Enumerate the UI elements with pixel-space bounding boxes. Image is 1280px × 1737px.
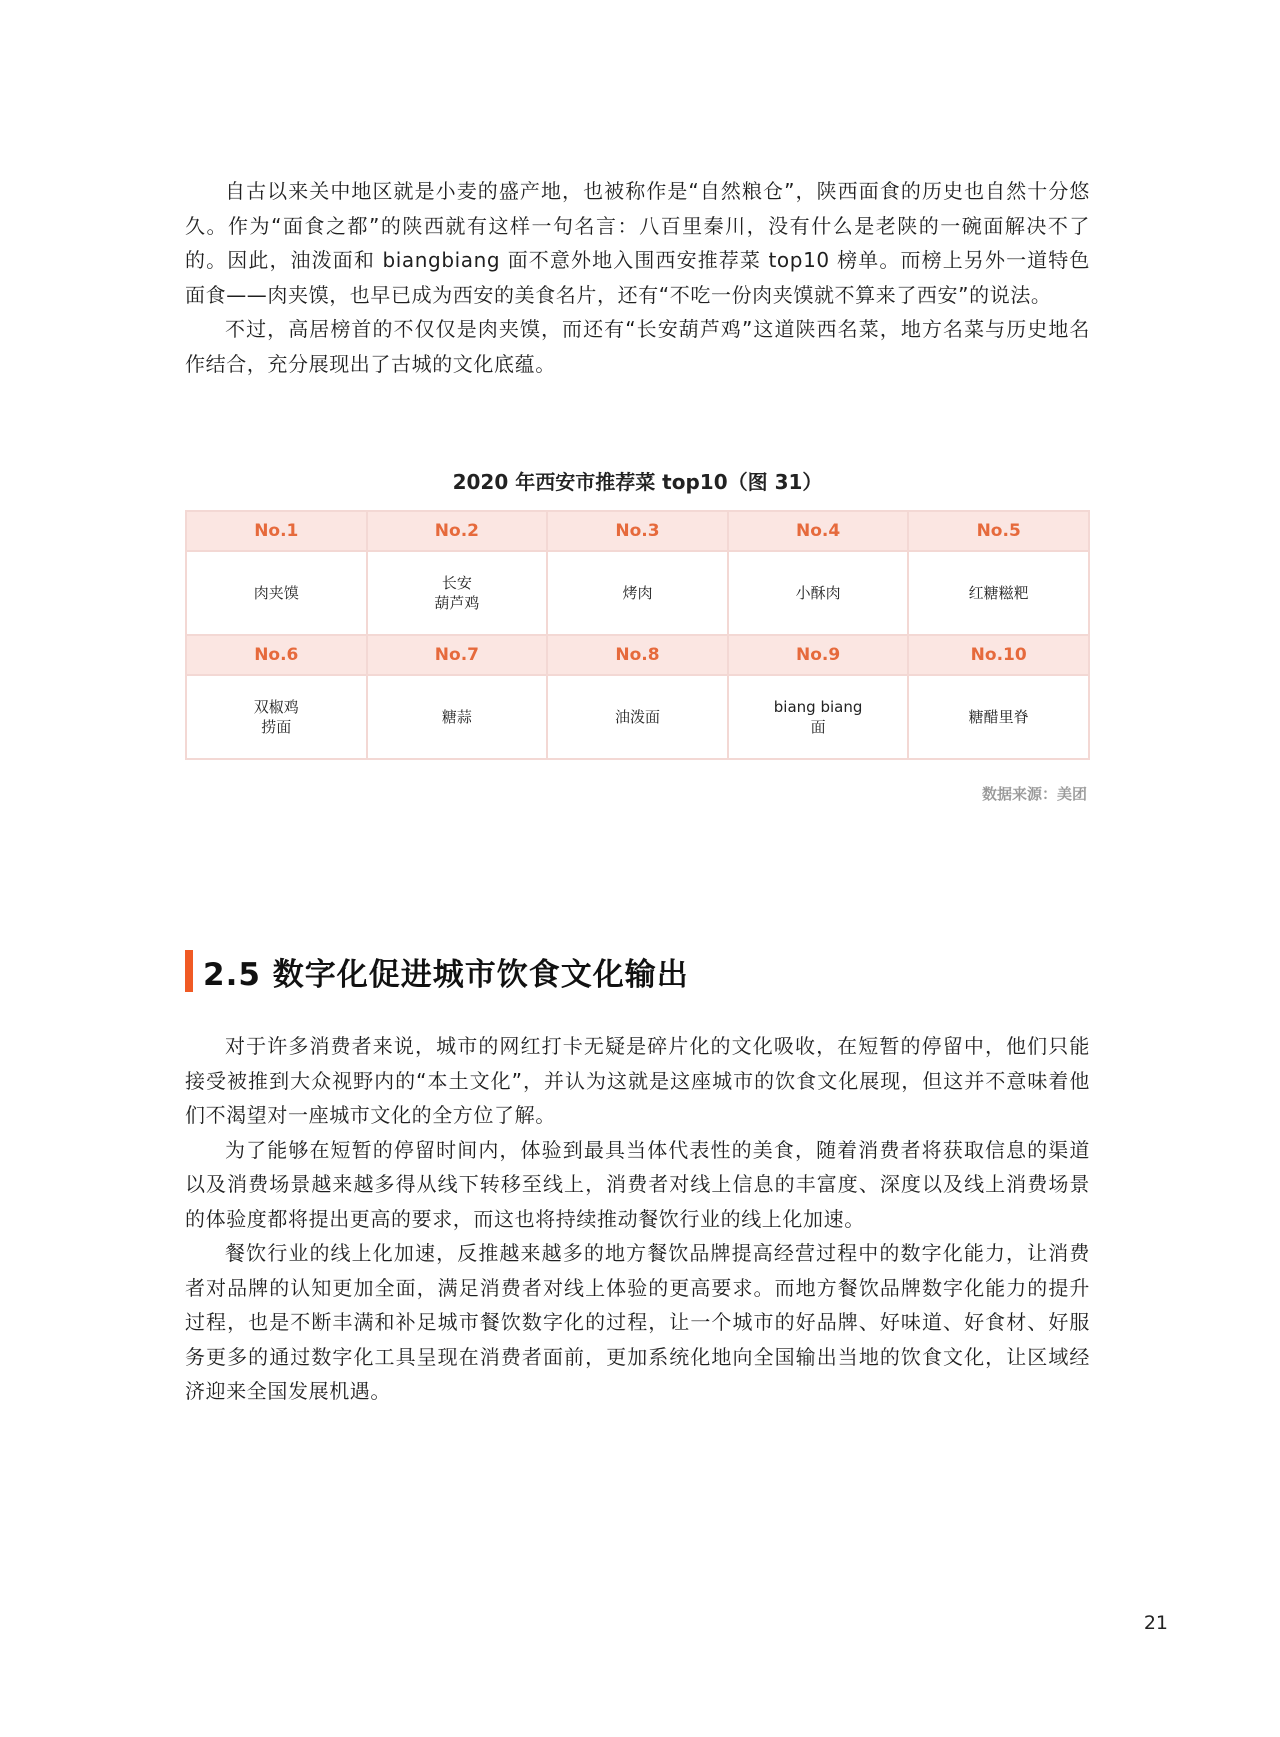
intro-text (185, 174, 1090, 381)
dish-cell: 长安 葫芦鸡 (367, 551, 548, 635)
heading-accent-bar (185, 950, 193, 992)
rank-header-row (186, 511, 1089, 551)
dish-row (186, 551, 1089, 635)
rank-cell: No.6 (186, 635, 367, 675)
rank-cell: No.2 (367, 511, 548, 551)
data-source-note: 数据来源：美团 (981, 785, 1087, 803)
dish-cell: 烤肉 (547, 551, 728, 635)
table-title: 2020 年西安市推荐菜 top10（图 31） (452, 470, 823, 494)
section-paragraph-1: 对于许多消费者来说，城市的网红打卡无疑是碎片化的文化吸收，在短暂的停留中，他们只能接受被推到大众视野内的“本土文化”，并认为这就是这座城市的饮食文化展现，但这并不意味着他们不渴望对一座城市文化的全方位了解。 (185, 1034, 1090, 1127)
section-heading (185, 950, 689, 992)
dish-cell: 小酥肉 (728, 551, 909, 635)
section-body-text (185, 1029, 1090, 1409)
dish-cell: 油泼面 (547, 675, 728, 759)
rank-cell: No.7 (367, 635, 548, 675)
rank-cell: No.1 (186, 511, 367, 551)
dish-cell: 红糖糍粑 (908, 551, 1089, 635)
intro-paragraph-1: 自古以来关中地区就是小麦的盛产地，也被称作是“自然粮仓”，陕西面食的历史也自然十分悠久。作为“面食之都”的陕西就有这样一句名言：八百里秦川，没有什么是老陕的一碗面解决不了的。因此，油泼面和 biangbiang 面不意外地入围西安推荐菜 top10 榜单。而榜上另外一道特色面食——肉夹馍，也早已成为西安的美食名片，还有“不吃一份肉夹馍就不算来了西安”的说法。 (185, 179, 1090, 307)
dish-cell: 双椒鸡 捞面 (186, 675, 367, 759)
rank-cell: No.9 (728, 635, 909, 675)
section-title: 2.5 数字化促进城市饮食文化输出 (203, 956, 689, 993)
dish-row (186, 675, 1089, 759)
intro-paragraph-2: 不过，高居榜首的不仅仅是肉夹馍，而还有“长安葫芦鸡”这道陕西名菜，地方名菜与历史地名作结合，充分展现出了古城的文化底蕴。 (185, 317, 1090, 376)
rank-cell: No.5 (908, 511, 1089, 551)
section-paragraph-2: 为了能够在短暂的停留时间内，体验到最具当体代表性的美食，随着消费者将获取信息的渠道以及消费场景越来越多得从线下转移至线上，消费者对线上信息的丰富度、深度以及线上消费场景的体验度都将提出更高的要求，而这也将持续推动餐饮行业的线上化加速。 (185, 1137, 1090, 1231)
rank-cell: No.8 (547, 635, 728, 675)
rank-header-row (186, 635, 1089, 675)
page-number: 21 (1143, 1612, 1168, 1634)
dish-cell: biang biang 面 (728, 675, 909, 759)
dish-cell: 糖醋里脊 (908, 675, 1089, 759)
top10-dish-table (185, 510, 1090, 760)
dish-cell: 糖蒜 (367, 675, 548, 759)
rank-cell: No.4 (728, 511, 909, 551)
section-paragraph-3: 餐饮行业的线上化加速，反推越来越多的地方餐饮品牌提高经营过程中的数字化能力，让消费者对品牌的认知更加全面，满足消费者对线上体验的更高要求。而地方餐饮品牌数字化能力的提升过程，也是不断丰满和补足城市餐饮数字化的过程，让一个城市的好品牌、好味道、好食材、好服务更多的通过数字化工具呈现在消费者面前，更加系统化地向全国输出当地的饮食文化，让区域经济迎来全国发展机遇。 (185, 1241, 1090, 1403)
dish-cell: 肉夹馍 (186, 551, 367, 635)
rank-cell: No.3 (547, 511, 728, 551)
rank-cell: No.10 (908, 635, 1089, 675)
